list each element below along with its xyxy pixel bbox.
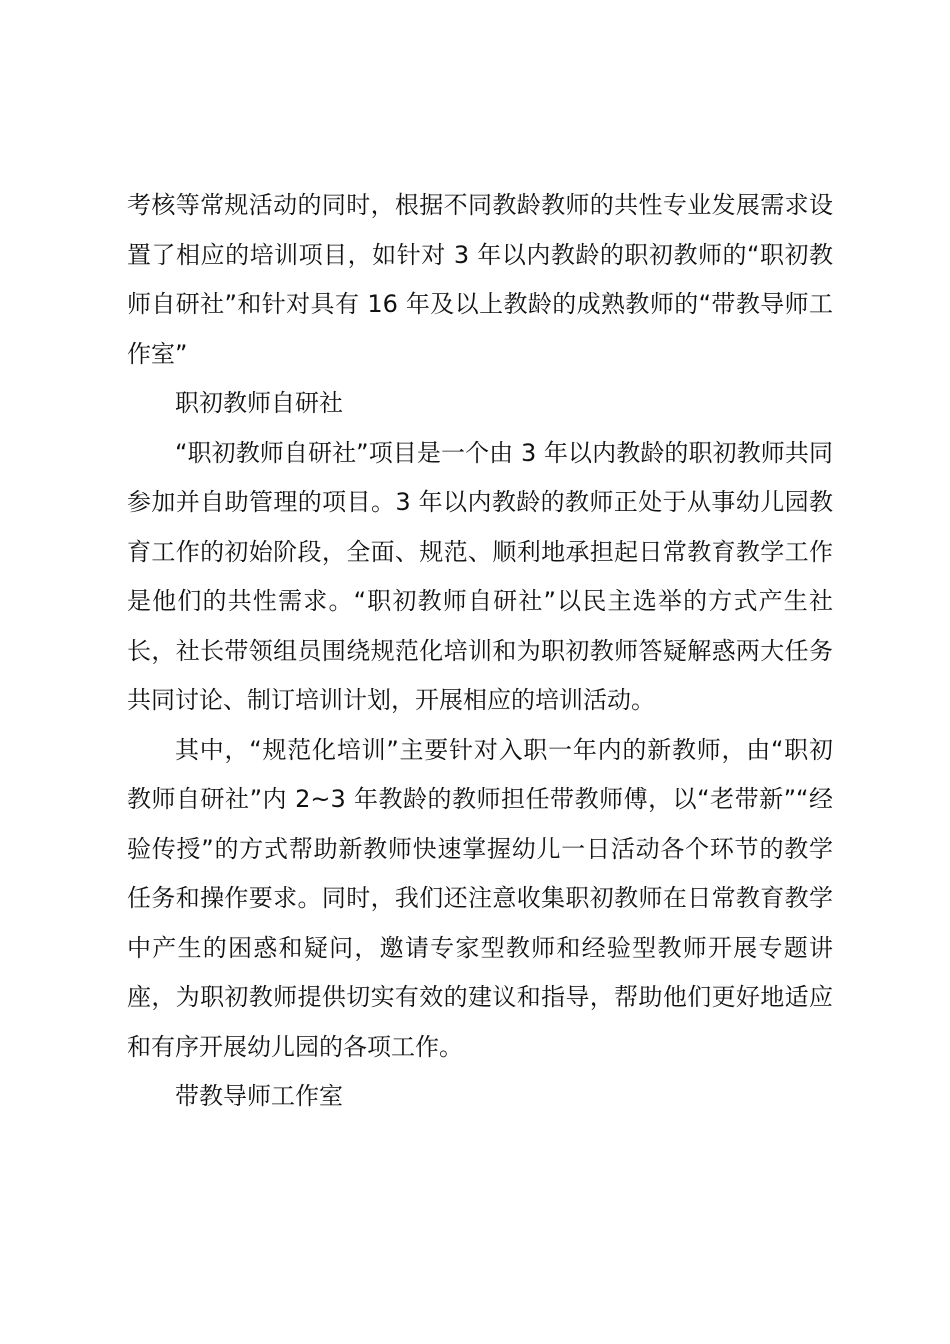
section-heading-novice-teacher-club: 职初教师自研社	[175, 389, 343, 417]
section-heading-mentor-studio: 带教导师工作室	[175, 1082, 343, 1110]
paragraph-standard-training: 其中，“规范化培训”主要针对入职一年内的新教师，由“职初教师自研社”内 2~3 年教龄的教师担任带教师傅，以“老带新”“经验传授”的方式帮助新教师快速掌握幼儿一日活动各个环节的教学任务和操作要求。同时，我们还注意收集职初教师在日常教育教学中产生的困惑和疑问，邀请专家型教师和经验型教师开展专题讲座，为职初教师提供切实有效的建议和指导，帮助他们更好地适应和有序开展幼儿园的各项工作。	[127, 735, 833, 1061]
paragraph-continued: 考核等常规活动的同时，根据不同教龄教师的共性专业发展需求设置了相应的培训项目，如针对 3 年以内教龄的职初教师的“职初教师自研社”和针对具有 16 年及以上教龄的成熟教师的“带教导师工作室”	[127, 191, 833, 368]
paragraph-club-intro: “职初教师自研社”项目是一个由 3 年以内教龄的职初教师共同参加并自助管理的项目。3 年以内教龄的教师正处于从事幼儿园教育工作的初始阶段，全面、规范、顺利地承担起日常教育教学工作是他们的共性需求。“职初教师自研社”以民主选举的方式产生社长，社长带领组员围绕规范化培训和为职初教师答疑解惑两大任务共同讨论、制订培训计划，开展相应的培训活动。	[127, 438, 833, 714]
document-body	[127, 181, 833, 1122]
